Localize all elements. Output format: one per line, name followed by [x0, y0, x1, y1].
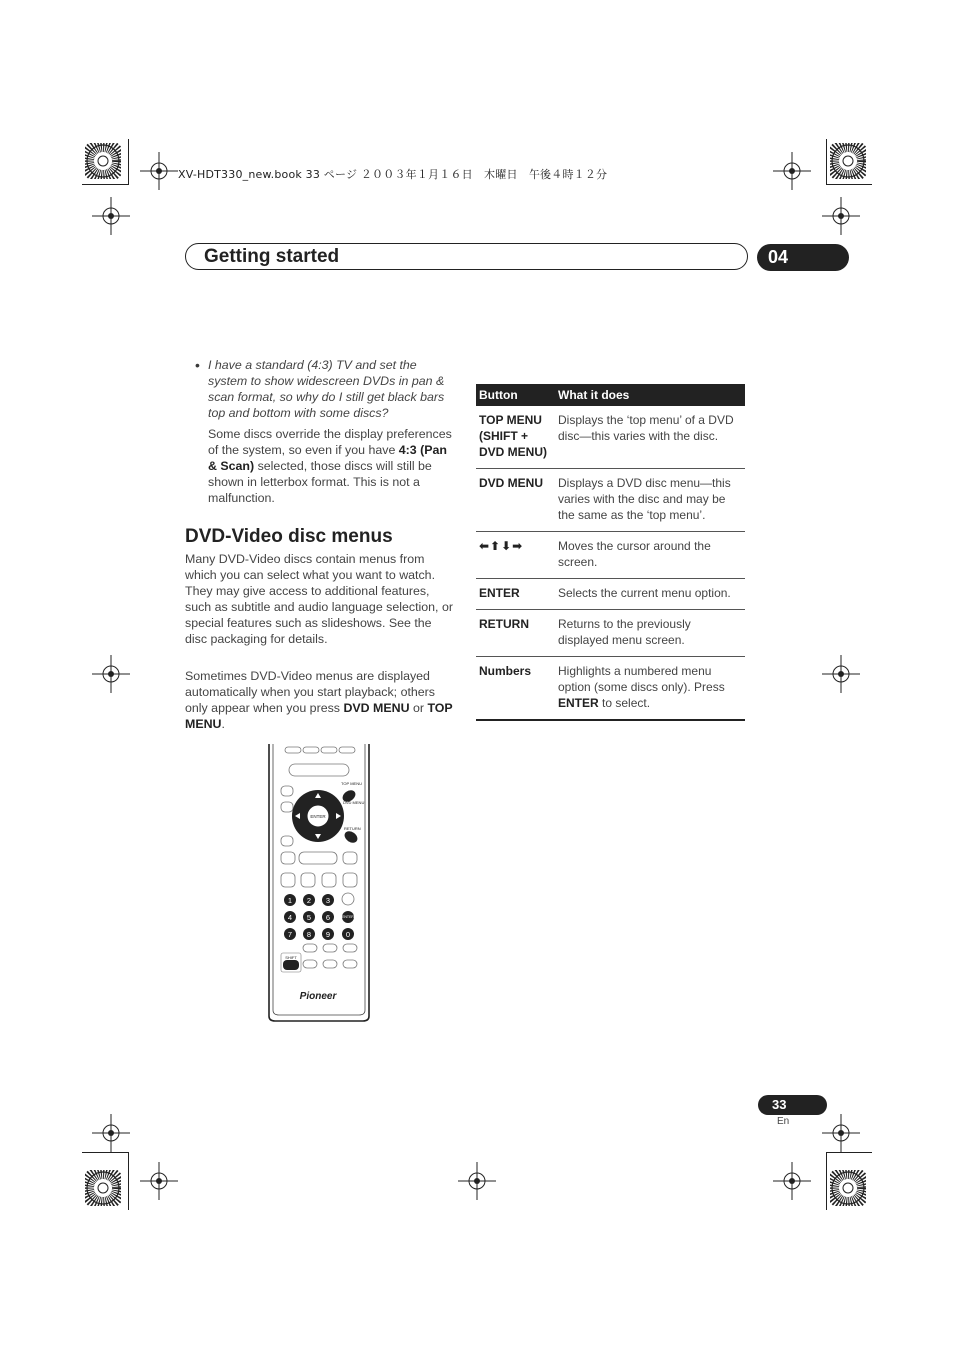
digit-key: 3	[325, 896, 331, 905]
intro2-text: Sometimes DVD-Video menus are displayed automatically when you start playback; others only appear when you press	[185, 669, 436, 715]
page-number-pill	[758, 1095, 827, 1115]
crosshair-icon	[458, 1162, 496, 1200]
crosshair-icon	[92, 197, 130, 235]
crop-mark	[826, 139, 827, 185]
dvd-menus-intro: Many DVD-Video discs contain menus from which you can select what you want to watch. They may give access to additional features, such as subtitle and audio language selection, or special features such as slideshows. See the disc packaging for details.	[185, 552, 453, 646]
intro2-dvd-menu: DVD MENU	[343, 701, 410, 715]
chapter-number: 04	[768, 247, 789, 267]
enter-key-label: ENTER	[342, 915, 354, 919]
table-row	[476, 469, 745, 532]
shift-button	[283, 960, 299, 970]
table-cell-arrows: ⬅⬆⬇➡	[476, 532, 555, 579]
crosshair-icon	[92, 1114, 130, 1152]
table-cell-button: Numbers	[476, 657, 555, 721]
intro2-or: or	[409, 701, 428, 715]
desc-enter: ENTER	[558, 696, 599, 710]
crosshair-icon	[92, 655, 130, 693]
intro2-period: .	[221, 717, 225, 731]
digit-key: 8	[306, 930, 312, 939]
remote-control-illustration	[267, 744, 372, 1024]
book-file-header: XV-HDT330_new.book 33 ページ ２００３年１月１６日 木曜日 午後４時１２分	[178, 168, 608, 181]
crop-mark	[826, 1152, 872, 1153]
table-row	[476, 579, 745, 610]
crosshair-icon	[822, 1114, 860, 1152]
crosshair-icon	[822, 197, 860, 235]
remote-shift-label: SHIFT	[285, 955, 297, 960]
table-header-button: Button	[476, 384, 555, 406]
faq-answer-text-end: selected, those discs will still be shown in letterbox format. This is not a malfunction.	[208, 459, 432, 505]
dvd-menus-intro-2	[185, 668, 455, 732]
desc-text: Highlights a numbered menu option (some discs only). Press	[558, 664, 725, 694]
bullet: •	[195, 357, 200, 373]
chapter-tab	[757, 244, 849, 271]
table-header-row	[476, 384, 745, 406]
section-header-bar	[185, 243, 748, 270]
table-cell-button: TOP MENU (SHIFT + DVD MENU)	[476, 406, 555, 469]
table-cell-desc: Moves the cursor around the screen.	[555, 532, 745, 579]
faq-question: I have a standard (4:3) TV and set the system to show widescreen DVDs in pan & scan format, so why do I still get black bars top and bottom with some discs?	[208, 358, 445, 420]
language-code: En	[777, 1116, 790, 1127]
crop-mark	[82, 184, 128, 185]
table-row	[476, 532, 745, 579]
faq-answer-text: Some discs override the display preferences of the system, so even if you have	[208, 427, 452, 457]
table-cell-desc: Returns to the previously displayed menu screen.	[555, 610, 745, 657]
crosshair-icon	[773, 152, 811, 190]
table-cell-desc	[555, 657, 745, 721]
crosshair-icon	[822, 655, 860, 693]
digit-key: 5	[306, 913, 312, 922]
table-cell-desc: Displays the ‘top menu’ of a DVD disc—this varies with the disc.	[555, 406, 745, 469]
digit-key: 0	[345, 930, 351, 939]
table-row	[476, 610, 745, 657]
button-table	[476, 384, 745, 721]
registration-wheel-icon	[830, 143, 866, 179]
digit-key: 6	[325, 913, 331, 922]
remote-return-label: RETURN	[344, 826, 361, 831]
registration-wheel-icon	[830, 1170, 866, 1206]
table-row	[476, 657, 745, 721]
crosshair-icon	[140, 152, 178, 190]
table-cell-button: DVD MENU	[476, 469, 555, 532]
crosshair-icon	[773, 1162, 811, 1200]
desc-text-end: to select.	[598, 696, 651, 710]
page-number: 33	[772, 1097, 787, 1112]
registration-wheel-icon	[85, 1170, 121, 1206]
digit-key: 2	[306, 896, 312, 905]
table-header-description: What it does	[555, 384, 745, 406]
dvd-menus-heading: DVD-Video disc menus	[185, 526, 393, 547]
intro2-top-menu: TOP MENU	[185, 701, 453, 731]
section-title: Getting started	[204, 246, 340, 267]
digit-key: 4	[287, 913, 293, 922]
digit-key: 7	[287, 930, 293, 939]
table-cell-button: RETURN	[476, 610, 555, 657]
pioneer-logo: Pioneer	[299, 991, 337, 1002]
table-cell-desc: Displays a DVD disc menu—this varies with the disc and may be the same as the ‘top menu’.	[555, 469, 745, 532]
digit-key: 9	[325, 930, 331, 939]
crosshair-icon	[140, 1162, 178, 1200]
faq-answer	[208, 426, 456, 506]
table-row	[476, 406, 745, 469]
crop-mark	[826, 184, 872, 185]
table-cell-desc: Selects the current menu option.	[555, 579, 745, 610]
crop-mark	[82, 1152, 128, 1153]
faq-answer-bold: 4:3 (Pan & Scan)	[208, 443, 447, 473]
crop-mark	[128, 1152, 129, 1210]
registration-wheel-icon	[85, 143, 121, 179]
crop-mark	[128, 139, 129, 185]
table-cell-button: ENTER	[476, 579, 555, 610]
digit-key: 1	[287, 896, 293, 905]
remote-enter-label: ENTER	[310, 814, 326, 819]
remote-top-menu-label: TOP MENU	[341, 781, 362, 786]
remote-dvd-menu-label: DVD MENU	[343, 800, 365, 805]
crop-mark	[826, 1152, 827, 1210]
